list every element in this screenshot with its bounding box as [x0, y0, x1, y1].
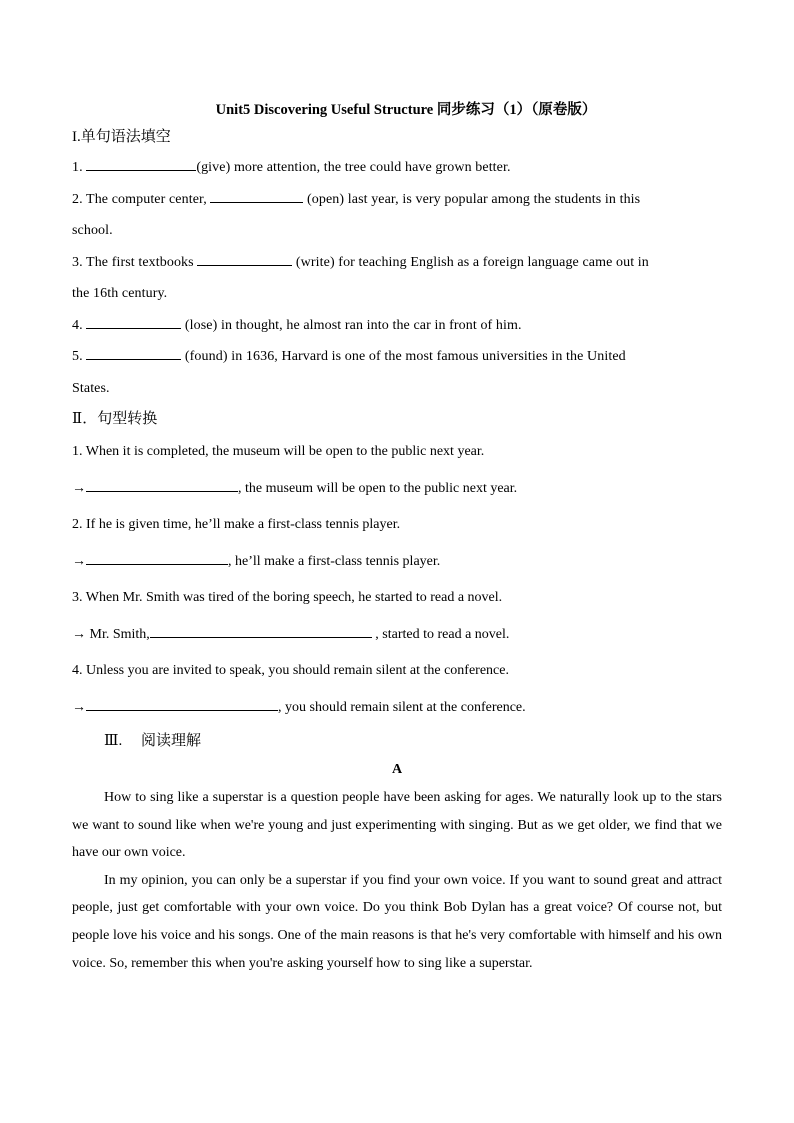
- answer-blank[interactable]: [86, 156, 196, 171]
- exercise-text: , you should remain silent at the conference.: [278, 699, 526, 715]
- section-1-heading: I.单句语法填空: [72, 129, 171, 145]
- exercise-1-3-cont: the 16th century.: [72, 286, 168, 301]
- exercise-2-2: 2. If he is given time, he’ll make a first-class tennis player.: [72, 517, 401, 532]
- exercise-2-3: 3. When Mr. Smith was tired of the boring speech, he started to read a novel.: [72, 590, 503, 605]
- arrow-text: →: [72, 480, 86, 496]
- answer-blank[interactable]: [86, 345, 181, 360]
- exercise-1-5: [72, 341, 722, 373]
- answer-blank[interactable]: [210, 188, 303, 203]
- arrow-text: → Mr. Smith,: [72, 626, 150, 642]
- exercise-text: , started to read a novel.: [371, 626, 510, 642]
- exercise-text: , the museum will be open to the public next year.: [238, 480, 518, 496]
- exercise-1-5-cont: States.: [72, 380, 110, 396]
- exercise-text: (found) in 1636, Harvard is one of the most famous universities in the United: [181, 349, 626, 364]
- exercise-2-1: 1. When it is completed, the museum will be open to the public next year.: [72, 444, 485, 459]
- answer-blank[interactable]: [150, 623, 372, 638]
- section-2-heading: Ⅱ．句型转换: [72, 411, 158, 427]
- exercise-text: , he’ll make a first-class tennis player.: [228, 553, 441, 569]
- worksheet-page: [72, 98, 722, 977]
- exercise-2-1-answer: [72, 471, 722, 508]
- answer-blank[interactable]: [197, 251, 292, 266]
- passage-paragraph: In my opinion, you can only be a superstar if you find your own voice. If you want to sound great and attract people, just get comfortable with your own voice. Do you think Bob Dylan has a great voice? Of course not, but people love his voice and his songs. One of the main reasons is that he's very comfortable with himself and his own voice. So, remember this when you're asking yourself how to sing like a superstar.: [72, 872, 722, 971]
- exercise-2-4-answer: [72, 690, 722, 727]
- exercise-1-3: [72, 247, 722, 279]
- arrow-text: →: [72, 699, 86, 715]
- answer-blank[interactable]: [86, 696, 278, 711]
- exercise-text: 2. The computer center,: [72, 191, 211, 207]
- arrow-text: →: [72, 553, 86, 569]
- exercise-text: 5.: [72, 349, 87, 364]
- answer-blank[interactable]: [86, 477, 238, 492]
- exercise-2-2-answer: [72, 544, 722, 581]
- exercise-1-2-cont: school.: [72, 223, 113, 238]
- exercise-text: 4.: [72, 317, 87, 333]
- answer-blank[interactable]: [86, 550, 228, 565]
- exercise-1-4: [72, 310, 722, 342]
- exercise-text: (lose) in thought, he almost ran into the car in front of him.: [181, 317, 522, 333]
- passage-paragraph: How to sing like a superstar is a question people have been asking for ages. We naturally look up to the stars we want to sound like when we're young and just experimenting with singing. But as we get older, we find that we have our own voice.: [72, 790, 722, 861]
- exercise-2-3-answer: [72, 617, 722, 654]
- exercise-text: (write) for teaching English as a foreign language came out in: [292, 254, 649, 270]
- exercise-text: 3. The first textbooks: [72, 254, 198, 270]
- answer-blank[interactable]: [86, 314, 181, 329]
- passage-label: A: [391, 762, 403, 777]
- exercise-text: (open) last year, is very popular among the students in this: [303, 191, 641, 207]
- exercise-text: 1.: [72, 160, 87, 175]
- exercise-1-2: [72, 184, 722, 216]
- exercise-1-1: [72, 152, 722, 184]
- exercise-2-4: 4. Unless you are invited to speak, you should remain silent at the conference.: [72, 663, 509, 678]
- section-3-heading: Ⅲ. 阅读理解: [104, 733, 201, 749]
- page-title: Unit5 Discovering Useful Structure 同步练习（1）（原卷版）: [215, 102, 597, 118]
- exercise-text: (give) more attention, the tree could have grown better.: [196, 160, 511, 175]
